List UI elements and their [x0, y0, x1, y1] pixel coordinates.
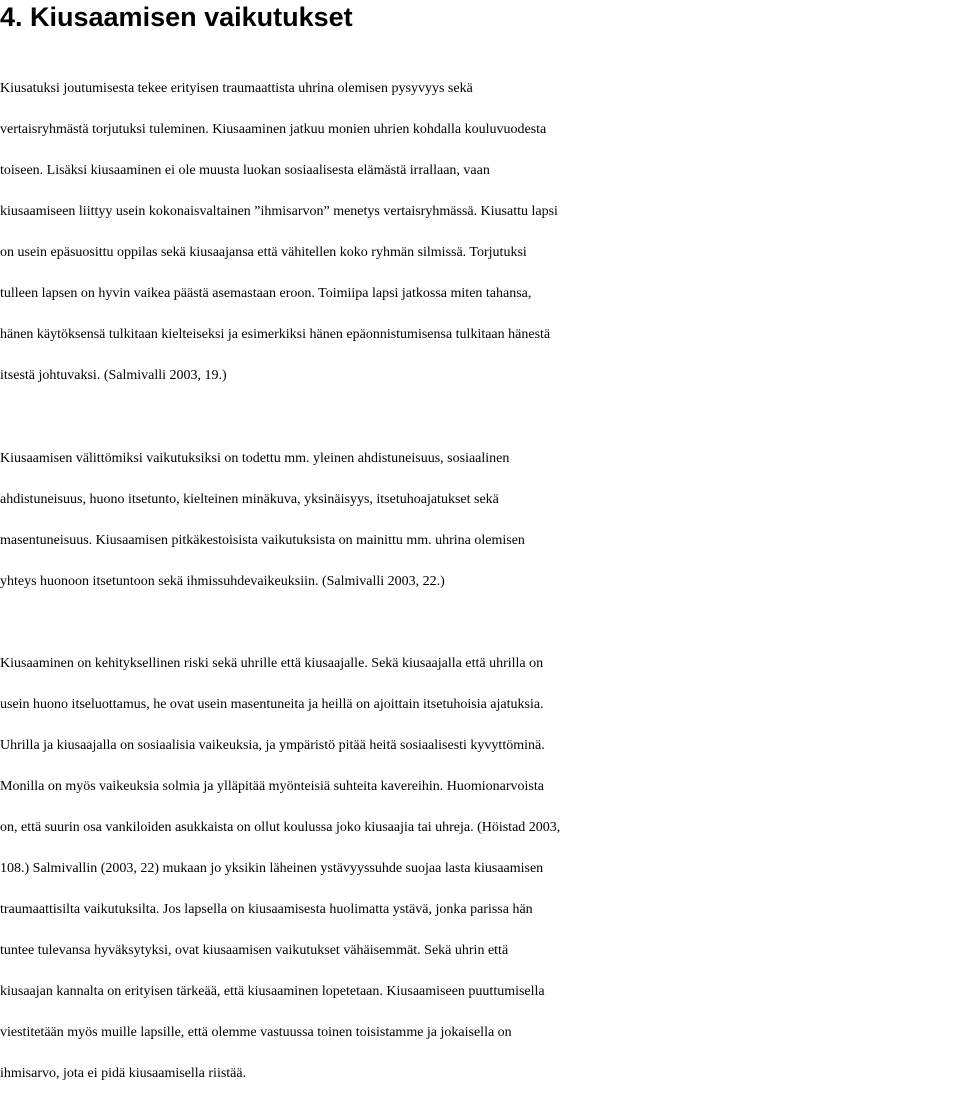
paragraph-line: ahdistuneisuus, huono itsetunto, kielteinen minäkuva, yksinäisyys, itsetuhoajatukset sekä — [0, 492, 499, 507]
paragraph-line: hänen käytöksensä tulkitaan kielteiseksi ja esimerkiksi hänen epäonnistumisensa tulkitaan hänestä — [0, 327, 551, 342]
paragraph-line: Uhrilla ja kiusaajalla on sosiaalisia vaikeuksia, ja ympäristö pitää heitä sosiaalisesti kyvyttöminä. — [0, 738, 545, 753]
paragraph-line: usein huono itseluottamus, he ovat usein masentuneita ja heillä on ajoittain itsetuhoisia ajatuksia. — [0, 697, 544, 712]
paragraph-line: Kiusaamisen välittömiksi vaikutuksiksi on todettu mm. yleinen ahdistuneisuus, sosiaalinen — [0, 451, 510, 466]
paragraph-line: Kiusatuksi joutumisesta tekee erityisen traumaattista uhrina olemisen pysyvyys sekä — [0, 81, 473, 96]
paragraph-line: yhteys huonoon itsetuntoon sekä ihmissuhdevaikeuksiin. (Salmivalli 2003, 22.) — [0, 574, 445, 589]
paragraph-line: ihmisarvo, jota ei pidä kiusaamisella riistää. — [0, 1066, 247, 1081]
paragraph-3 — [0, 643, 960, 1094]
paragraph-line: kiusaamiseen liittyy usein kokonaisvaltainen ”ihmisarvon” menetys vertaisryhmässä. Kiusattu lapsi — [0, 204, 558, 219]
paragraph-line: masentuneisuus. Kiusaamisen pitkäkestoisista vaikutuksista on mainittu mm. uhrina olemisen — [0, 533, 525, 548]
paragraph-2 — [0, 438, 960, 602]
paragraph-line: Monilla on myös vaikeuksia solmia ja ylläpitää myönteisiä suhteita kavereihin. Huomionarvoista — [0, 779, 544, 794]
paragraph-line: vertaisryhmästä torjutuksi tuleminen. Kiusaaminen jatkuu monien uhrien kohdalla kouluvuodesta — [0, 122, 547, 137]
paragraph-line: Kiusaaminen on kehityksellinen riski sekä uhrille että kiusaajalle. Sekä kiusaajalla että uhrilla on — [0, 656, 544, 671]
paragraph-line: 108.) Salmivallin (2003, 22) mukaan jo yksikin läheinen ystävyyssuhde suojaa lasta kiusaamisen — [0, 861, 544, 876]
paragraph-line: on usein epäsuosittu oppilas sekä kiusaajansa että vähitellen koko ryhmän silmissä. Torjutuksi — [0, 245, 527, 260]
paragraph-line: tulleen lapsen on hyvin vaikea päästä asemastaan eroon. Toimiipa lapsi jatkossa miten tahansa, — [0, 286, 532, 301]
paragraph-line: itsestä johtuvaksi. (Salmivalli 2003, 19.) — [0, 368, 227, 383]
paragraph-line: toiseen. Lisäksi kiusaaminen ei ole muusta luokan sosiaalisesta elämästä irrallaan, vaan — [0, 163, 490, 178]
paragraph-line: on, että suurin osa vankiloiden asukkaista on ollut koulussa joko kiusaajia tai uhreja. (Höistad 2003, — [0, 820, 561, 835]
paragraph-line: traumaattisilta vaikutuksilta. Jos lapsella on kiusaamisesta huolimatta ystävä, jonka parissa hän — [0, 902, 533, 917]
paragraph-line: viestitetään myös muille lapsille, että olemme vastuussa toinen toisistamme ja jokaisella on — [0, 1025, 512, 1040]
section-heading: 4. Kiusaamisen vaikutukset — [0, 2, 353, 32]
paragraph-line: kiusaajan kannalta on erityisen tärkeää, että kiusaaminen lopetetaan. Kiusaamiseen puuttumisella — [0, 984, 545, 999]
paragraph-1 — [0, 68, 960, 396]
paragraph-line: tuntee tulevansa hyväksytyksi, ovat kiusaamisen vaikutukset vähäisemmät. Sekä uhrin että — [0, 943, 509, 958]
